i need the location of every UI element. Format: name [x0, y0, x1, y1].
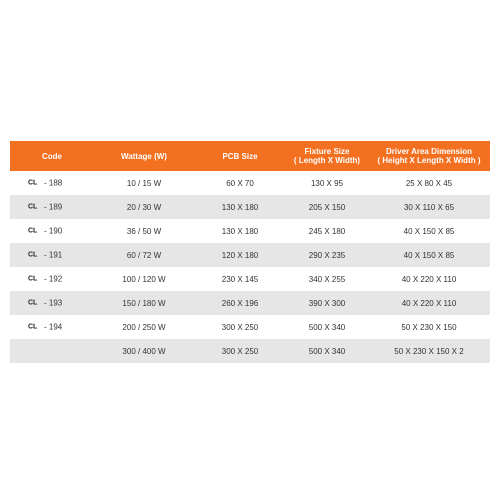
- code-prefix: CL: [28, 227, 38, 235]
- header-fixture-size: [286, 141, 368, 171]
- cell-code: [10, 195, 94, 219]
- table-row: [10, 267, 490, 291]
- header-driver-title: Driver Area Dimension: [386, 147, 472, 156]
- cell-fixture-size: 500 X 340: [286, 339, 368, 363]
- cell-fixture-size: 290 X 235: [286, 243, 368, 267]
- table-row: [10, 339, 490, 363]
- cell-fixture-size: 390 X 300: [286, 291, 368, 315]
- cell-wattage: 200 / 250 W: [94, 315, 194, 339]
- code-prefix: CL: [28, 299, 38, 307]
- header-row: [10, 141, 490, 171]
- cell-pcb-size: 300 X 250: [194, 315, 286, 339]
- code-prefix: CL: [28, 275, 38, 283]
- code-prefix: CL: [28, 323, 38, 331]
- cell-code: [10, 339, 94, 363]
- cell-pcb-size: 300 X 250: [194, 339, 286, 363]
- cell-driver-dimension: 40 X 220 X 110: [368, 291, 490, 315]
- cell-fixture-size: 245 X 180: [286, 219, 368, 243]
- cell-pcb-size: 130 X 180: [194, 219, 286, 243]
- cell-wattage: 36 / 50 W: [94, 219, 194, 243]
- cell-wattage: 100 / 120 W: [94, 267, 194, 291]
- table-row: [10, 195, 490, 219]
- cell-code: [10, 291, 94, 315]
- cell-pcb-size: 120 X 180: [194, 243, 286, 267]
- cell-pcb-size: 260 X 196: [194, 291, 286, 315]
- cell-wattage: 150 / 180 W: [94, 291, 194, 315]
- cell-wattage: 10 / 15 W: [94, 171, 194, 195]
- cell-fixture-size: 500 X 340: [286, 315, 368, 339]
- code-number: - 193: [44, 298, 63, 308]
- code-number: - 190: [44, 226, 63, 236]
- cell-code: [10, 171, 94, 195]
- header-driver-dimension: [368, 141, 490, 171]
- cell-fixture-size: 205 X 150: [286, 195, 368, 219]
- cell-fixture-size: 130 X 95: [286, 171, 368, 195]
- code-number: - 189: [44, 202, 63, 212]
- code-prefix: CL: [28, 251, 38, 259]
- header-pcb-size: PCB Size: [194, 141, 286, 171]
- table-row: [10, 291, 490, 315]
- header-fixture-title: Fixture Size: [304, 147, 350, 156]
- code-number: - 188: [44, 178, 63, 188]
- table-row: [10, 219, 490, 243]
- code-prefix: CL: [28, 203, 38, 211]
- table-header: [10, 141, 490, 171]
- cell-driver-dimension: 25 X 80 X 45: [368, 171, 490, 195]
- header-code: Code: [10, 141, 94, 171]
- cell-code: [10, 243, 94, 267]
- cell-pcb-size: 230 X 145: [194, 267, 286, 291]
- cell-driver-dimension: 40 X 150 X 85: [368, 243, 490, 267]
- cell-pcb-size: 60 X 70: [194, 171, 286, 195]
- header-wattage: Wattage (W): [94, 141, 194, 171]
- cell-code: [10, 219, 94, 243]
- header-driver-sub: ( Height X Length X Width ): [377, 156, 481, 165]
- cell-wattage: 60 / 72 W: [94, 243, 194, 267]
- code-prefix: CL: [28, 179, 38, 187]
- cell-driver-dimension: 40 X 220 X 110: [368, 267, 490, 291]
- spec-table: [10, 141, 490, 363]
- code-number: - 194: [44, 322, 63, 332]
- code-number: - 192: [44, 274, 63, 284]
- cell-driver-dimension: 50 X 230 X 150 X 2: [368, 339, 490, 363]
- header-fixture-sub: ( Length X Width): [293, 156, 361, 165]
- cell-driver-dimension: 40 X 150 X 85: [368, 219, 490, 243]
- cell-wattage: 20 / 30 W: [94, 195, 194, 219]
- table-body: [10, 171, 490, 363]
- table-row: [10, 171, 490, 195]
- cell-fixture-size: 340 X 255: [286, 267, 368, 291]
- cell-wattage: 300 / 400 W: [94, 339, 194, 363]
- cell-driver-dimension: 30 X 110 X 65: [368, 195, 490, 219]
- cell-driver-dimension: 50 X 230 X 150: [368, 315, 490, 339]
- cell-code: [10, 315, 94, 339]
- cell-pcb-size: 130 X 180: [194, 195, 286, 219]
- cell-code: [10, 267, 94, 291]
- table-row: [10, 315, 490, 339]
- code-number: - 191: [44, 250, 63, 260]
- table-row: [10, 243, 490, 267]
